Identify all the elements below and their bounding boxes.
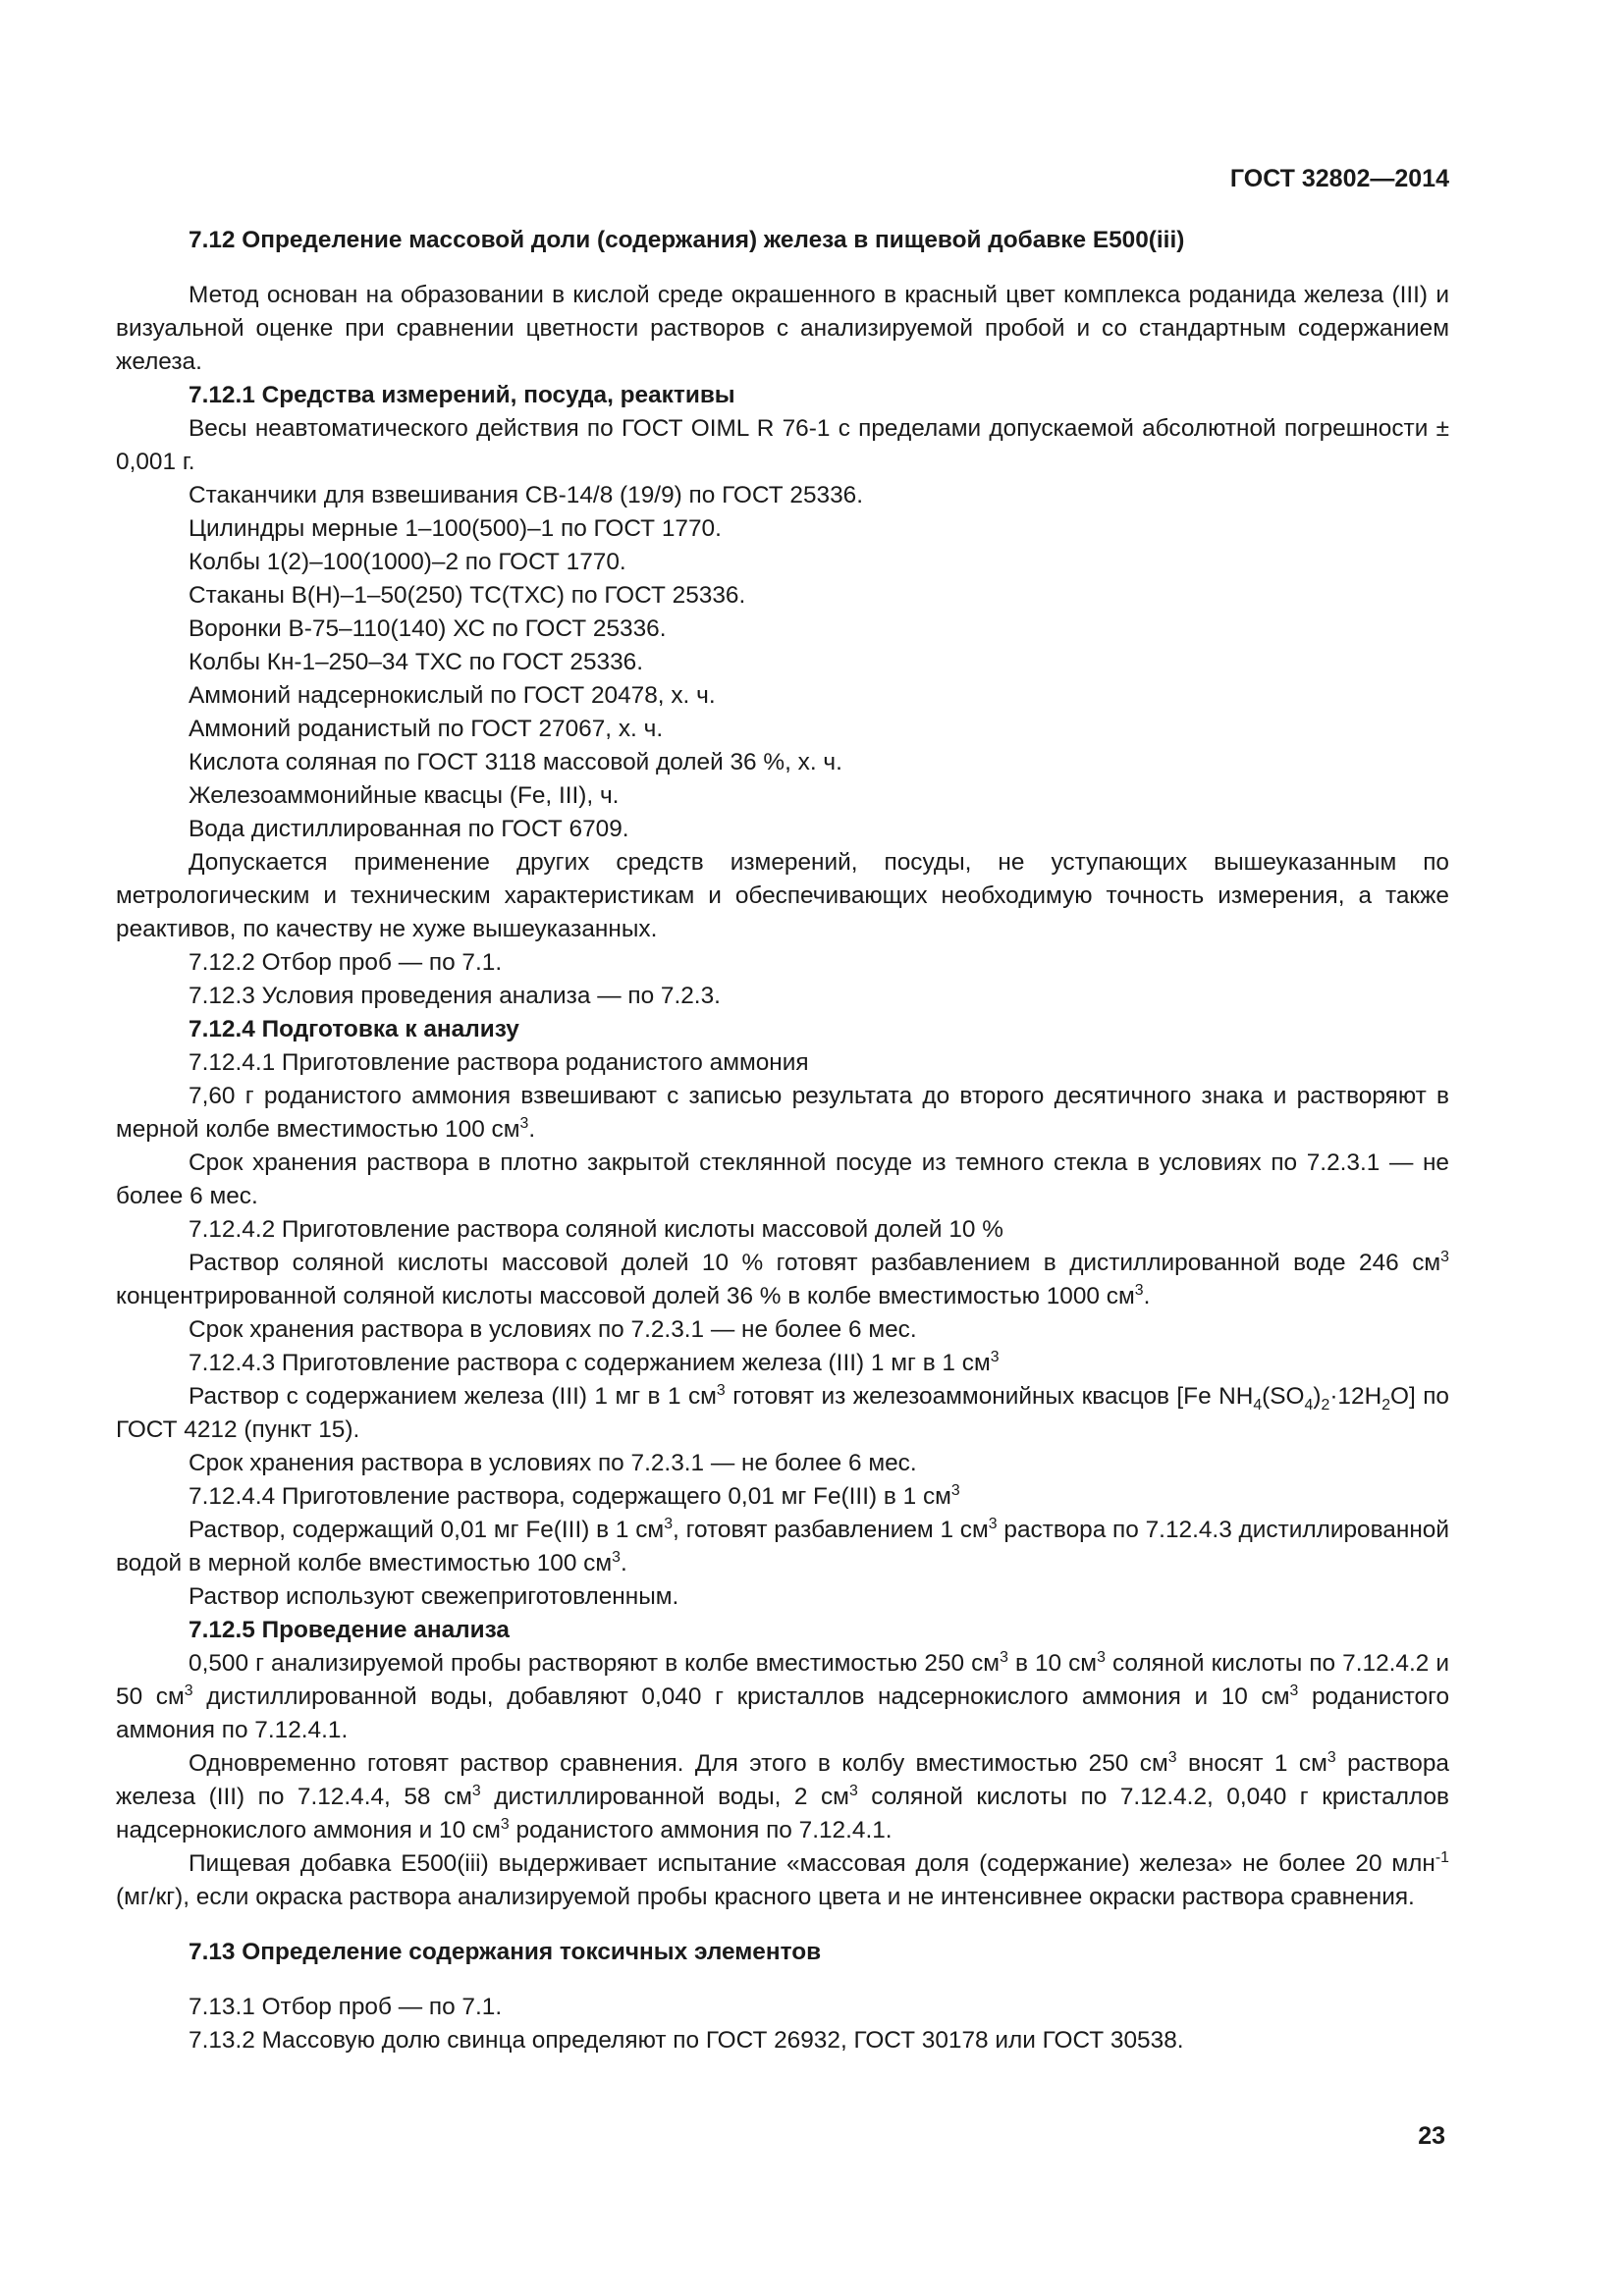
paragraph: Срок хранения раствора в условиях по 7.2.3.1 — не более 6 мес.: [189, 1450, 917, 1476]
section-heading: 7.12.5 Проведение анализа: [189, 1617, 510, 1643]
paragraph: 0,500 г анализируемой пробы растворяют в колбе вместимостью 250 $см^3$ в 10 $см^3$ соляной кислоты по 7.12.4.2 и 50 $см^3$ дистиллированной воды, добавляют 0,040 г кристаллов надсернокислого аммония и 10 $см^3$ роданистого аммония по 7.12.4.1.: [116, 1648, 1450, 1743]
paragraph: 7.13.2 Массовую долю свинца определяют по ГОСТ 26932, ГОСТ 30178 или ГОСТ 30538.: [189, 2027, 1184, 2054]
paragraph: Аммоний надсернокислый по ГОСТ 20478, х. ч.: [189, 682, 716, 709]
paragraph: Срок хранения раствора в плотно закрытой стеклянной посуде из темного стекла в условиях по 7.2.3.1 — не более 6 мес.: [116, 1149, 1449, 1209]
paragraph: Аммоний роданистый по ГОСТ 27067, х. ч.: [189, 716, 664, 742]
paragraph: 7,60 г роданистого аммония взвешивают с записью результата до второго десятичного знака и растворяют в мерной колбе вместимостью 100 $см^3$.: [116, 1083, 1449, 1143]
paragraph: Стаканы В(Н)–1–50(250) ТС(ТХС) по ГОСТ 25336.: [189, 582, 746, 609]
paragraph: 7.12.4.2 Приготовление раствора соляной кислоты массовой долей 10 %: [189, 1216, 1003, 1243]
paragraph: Допускается применение других средств измерений, посуды, не уступающих вышеуказанным по метрологическим и техническим характеристикам и обеспечивающих необходимую точность измерения, а также реактивов, по качеству не хуже вышеуказанных.: [116, 849, 1449, 942]
section-heading: 7.12.4 Подготовка к анализу: [189, 1016, 519, 1042]
paragraph: Срок хранения раствора в условиях по 7.2.3.1 — не более 6 мес.: [189, 1316, 917, 1343]
paragraph: 7.12.2 Отбор проб — по 7.1.: [189, 949, 503, 976]
paragraph: Кислота соляная по ГОСТ 3118 массовой долей 36 %, х. ч.: [189, 749, 842, 775]
paragraph: Раствор, содержащий 0,01 мг Fe(III) в 1 $см^3$, готовят разбавлением 1 $см^3$ раствора по 7.12.4.3 дистиллированной водой в мерной колбе вместимостью 100 $см^3$.: [116, 1515, 1450, 1576]
section-heading: 7.13 Определение содержания токсичных элементов: [189, 1939, 822, 1965]
paragraph: Раствор с содержанием железа (III) 1 мг в 1 $см^3$ готовят из железоаммонийных квасцов [Fe $NH_4(SO_4)_2\cdot 12H_2O$] по ГОСТ 4212 (пункт 15).: [116, 1381, 1449, 1443]
section-heading: 7.12.1 Средства измерений, посуда, реактивы: [189, 382, 735, 408]
paragraph: 7.12.4.3 Приготовление раствора с содержанием железа (III) 1 мг в 1 $см^3$: [189, 1348, 1000, 1376]
document-header: ГОСТ 32802—2014: [1229, 165, 1449, 192]
paragraph: Раствор соляной кислоты массовой долей 10 % готовят разбавлением в дистиллированной воде 246 $см^3$ концентрированной соляной кислоты массовой долей 36 % в колбе вместимостью 1000 $см^3$.: [116, 1248, 1449, 1309]
paragraph: Колбы Кн-1–250–34 ТХС по ГОСТ 25336.: [189, 649, 644, 675]
paragraph: Колбы 1(2)–100(1000)–2 по ГОСТ 1770.: [189, 549, 626, 575]
paragraph: Стаканчики для взвешивания СВ-14/8 (19/9) по ГОСТ 25336.: [189, 482, 863, 508]
paragraph: 7.12.3 Условия проведения анализа — по 7.2.3.: [189, 983, 721, 1009]
paragraph: Весы неавтоматического действия по ГОСТ OIML R 76-1 с пределами допускаемой абсолютной погрешности ± 0,001 г.: [116, 415, 1449, 475]
page-number: 23: [1418, 2122, 1445, 2150]
paragraph: Воронки В-75–110(140) ХС по ГОСТ 25336.: [189, 615, 667, 642]
paragraph: Железоаммонийные квасцы (Fe, III), ч.: [189, 782, 620, 809]
paragraph: 7.12.4.4 Приготовление раствора, содержащего 0,01 мг Fe(III) в 1 $см^3$: [189, 1481, 960, 1510]
paragraph: Раствор используют свежеприготовленным.: [189, 1583, 679, 1610]
paragraph: Одновременно готовят раствор сравнения. Для этого в колбу вместимостью 250 $см^3$ вносят 1 $см^3$ раствора железа (III) по 7.12.4.4, 58 $см^3$ дистиллированной воды, 2 $см^3$ соляной кислоты по 7.12.4.2, 0,040 г кристаллов надсернокислого аммония и 10 $см^3$ роданистого аммония по 7.12.4.1.: [116, 1748, 1449, 1843]
section-heading: 7.12 Определение массовой доли (содержания) железа в пищевой добавке E500(iii): [189, 227, 1185, 253]
paragraph: Пищевая добавка E500(iii) выдерживает испытание «массовая доля (содержание) железа» не более 20 млн$^{-1}$ (мг/кг), если окраска раствора анализируемой пробы красного цвета и не интенсивнее окраски раствора сравнения.: [116, 1848, 1449, 1910]
paragraph: 7.13.1 Отбор проб — по 7.1.: [189, 1994, 503, 2020]
paragraph: Метод основан на образовании в кислой среде окрашенного в красный цвет комплекса роданида железа (III) и визуальной оценке при сравнении цветности растворов с анализируемой пробой и со стандартным содержанием железа.: [116, 282, 1449, 375]
document-body: [116, 224, 1449, 2057]
paragraph: Вода дистиллированная по ГОСТ 6709.: [189, 816, 629, 842]
paragraph: Цилиндры мерные 1–100(500)–1 по ГОСТ 1770.: [189, 515, 722, 542]
paragraph: 7.12.4.1 Приготовление раствора роданистого аммония: [189, 1049, 809, 1076]
